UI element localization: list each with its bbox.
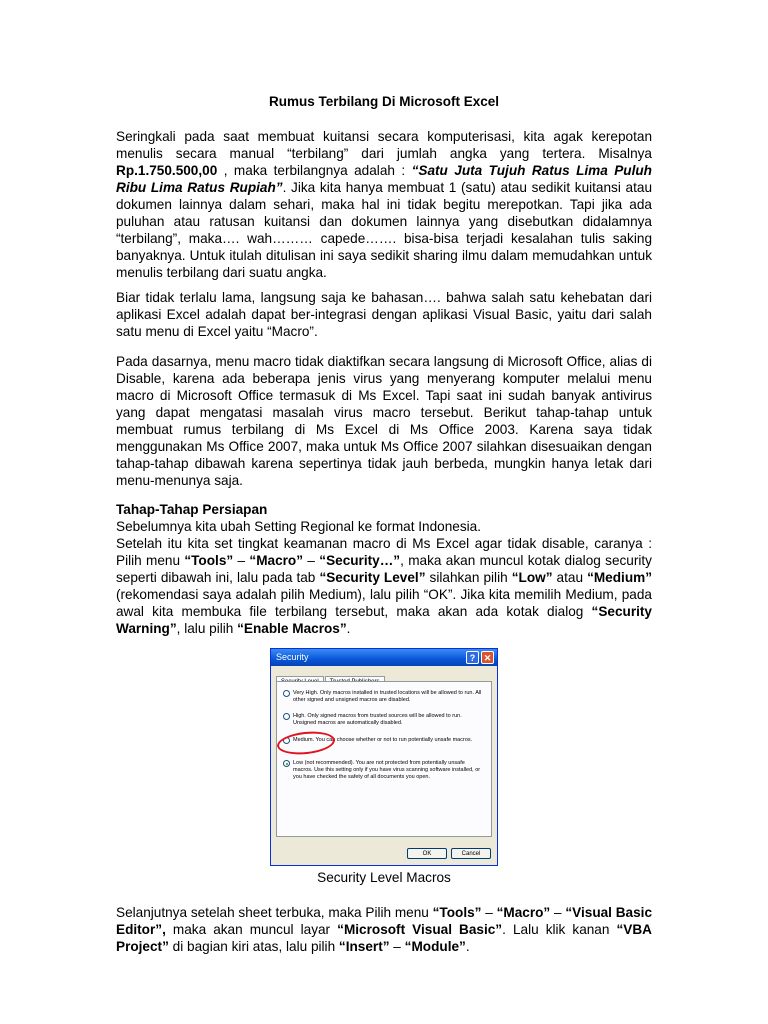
text: – — [303, 553, 320, 568]
document-title: Rumus Terbilang Di Microsoft Excel — [268, 94, 500, 109]
option-high[interactable] — [283, 713, 485, 727]
paragraph-vbe — [116, 904, 652, 955]
amount-example: Rp.1.750.500,00 — [116, 163, 218, 178]
text: , lalu pilih — [176, 621, 238, 636]
radio-icon[interactable] — [283, 690, 290, 697]
dialog-title: Security — [276, 652, 309, 662]
text: – — [389, 939, 405, 954]
paragraph-intro — [116, 128, 652, 281]
menu-visual-basic-editor: “Visual Basic Editor”, — [116, 905, 653, 937]
close-icon[interactable]: ✕ — [481, 651, 494, 664]
text: (rekomendasi saya adalah pilih Medium), lalu pilih “OK”. Jika kita memilih Medium, pada awal kita membuka file terbilang tersebut, maka akan ada kotak dialog — [116, 587, 652, 619]
text: . Lalu klik kanan — [502, 922, 617, 937]
help-icon[interactable]: ? — [466, 651, 479, 664]
text: Seringkali pada saat membuat kuitansi secara komputerisasi, kita agak kerepotan menulis secara manual “terbilang” dari jumlah angka yang tertera. Misalnya — [116, 129, 652, 161]
radio-icon[interactable] — [283, 713, 290, 720]
text: – — [481, 905, 497, 920]
section-heading: Tahap-Tahap Persiapan — [116, 502, 268, 517]
text: Setelah itu kita set tingkat keamanan macro di Ms Excel agar tidak disable, caranya : Pilih menu — [116, 536, 652, 568]
option-label: Low (not recommended). You are not protected from potentially unsafe macros. Use this setting only if you have virus scanning software installed, or you have checked the safety of all documents you open. — [293, 760, 481, 780]
menu-insert: “Insert” — [338, 939, 390, 954]
dialog-tabs — [276, 670, 386, 681]
text: . — [346, 621, 351, 636]
microsoft-visual-basic: “Microsoft Visual Basic” — [337, 922, 503, 937]
highlight-circle — [276, 729, 336, 757]
paragraph-macro-disabled — [116, 353, 652, 489]
text: Pada dasarnya, menu macro tidak diaktifkan secara langsung di Microsoft Office, alias di Disable, karena ada beberapa jenis virus yang menyerang komputer melalui menu macro di Microsoft Office termasuk di Ms Excel. Tapi saat ini sudah banyak antivirus yang dapat mengatasi masalah virus macro tersebut. Berikut tahap-tahap untuk membuat rumus terbilang di Ms Excel di Ms Office 2003. Karena saya tidak menggunakan Ms Office 2007, maka untuk Ms Office 2007 silahkan disesuaikan dengan tahap-tahap dibawah karena sepertinya tidak jauh berbeda, mungkin hanya letak dari menu-menunya saja. — [116, 354, 652, 488]
option-label: Very High. Only macros installed in trusted locations will be allowed to run. All other signed and unsigned macros are disabled. — [293, 690, 482, 703]
figure-caption: Security Level Macros — [317, 870, 451, 885]
text: , maka akan muncul kotak dialog security seperti dibawah ini, lalu pada tab — [116, 553, 652, 585]
option-label: High. Only signed macros from trusted sources will be allowed to run. Unsigned macros are automatically disabled. — [293, 713, 462, 726]
menu-module: “Module” — [404, 939, 466, 954]
text: . — [465, 939, 470, 954]
text: – — [233, 553, 250, 568]
text: , maka terbilangnya adalah : — [217, 163, 412, 178]
text: maka akan muncul layar — [165, 922, 338, 937]
enable-macros: “Enable Macros” — [237, 621, 347, 636]
option-medium: “Medium” — [587, 570, 653, 585]
text: Biar tidak terlalu lama, langsung saja ke bahasan…. bahwa salah satu kehebatan dari aplikasi Excel adalah dapat ber-integrasi dengan aplikasi Visual Basic, yaitu dari salah satu menu di Excel yaitu “Macro”. — [116, 290, 652, 339]
option-very-high[interactable] — [283, 690, 485, 704]
text: – — [550, 905, 566, 920]
option-low[interactable] — [283, 760, 485, 781]
security-warning: “Security Warning” — [116, 604, 652, 636]
vba-project: “VBA Project” — [116, 922, 652, 954]
text: silahkan pilih — [425, 570, 512, 585]
paragraph-macro-intro — [116, 289, 652, 340]
radio-selected-icon[interactable] — [283, 760, 290, 767]
menu-tools: “Tools” — [184, 553, 234, 568]
option-label: Medium. You can choose whether or not to run potentially unsafe macros. — [293, 737, 473, 743]
terbilang-example: “Satu Juta Tujuh Ratus Lima Puluh Ribu Lima Ratus Rupiah” — [116, 163, 652, 195]
cancel-button[interactable]: Cancel — [451, 848, 491, 859]
menu-macro: “Macro” — [496, 905, 551, 920]
ok-button[interactable]: OK — [407, 848, 447, 859]
option-low: “Low” — [511, 570, 553, 585]
menu-security: “Security…” — [319, 553, 401, 568]
menu-tools: “Tools” — [432, 905, 482, 920]
text: Selanjutnya setelah sheet terbuka, maka Pilih menu — [116, 905, 433, 920]
text: . Jika kita hanya membuat 1 (satu) atau sedikit kuitansi atau dokumen lainnya dalam sehari, maka hal ini tidak begitu merepotkan. Tapi jika ada puluhan atau ratusan kuitansi dan dokumen lainnya yang disebutkan didalamnya “terbilang”, maka…. wah……… capede……. bisa-bisa terjadi kesalahan tulis saking banyaknya. Untuk itulah ditulisan ini saya sedikit sharing ilmu dalam memudahkan untuk menulis terbilang dari suatu angka. — [116, 180, 653, 280]
text: di bagian kiri atas, lalu pilih — [168, 939, 339, 954]
security-dialog-image — [270, 648, 498, 866]
dialog-titlebar — [271, 649, 497, 666]
paragraph-preparation — [116, 518, 652, 637]
text: atau — [552, 570, 588, 585]
tab-security-level: “Security Level” — [319, 570, 426, 585]
menu-macro: “Macro” — [249, 553, 304, 568]
security-level-panel — [276, 681, 492, 837]
text: Sebelumnya kita ubah Setting Regional ke format Indonesia. — [116, 519, 481, 534]
